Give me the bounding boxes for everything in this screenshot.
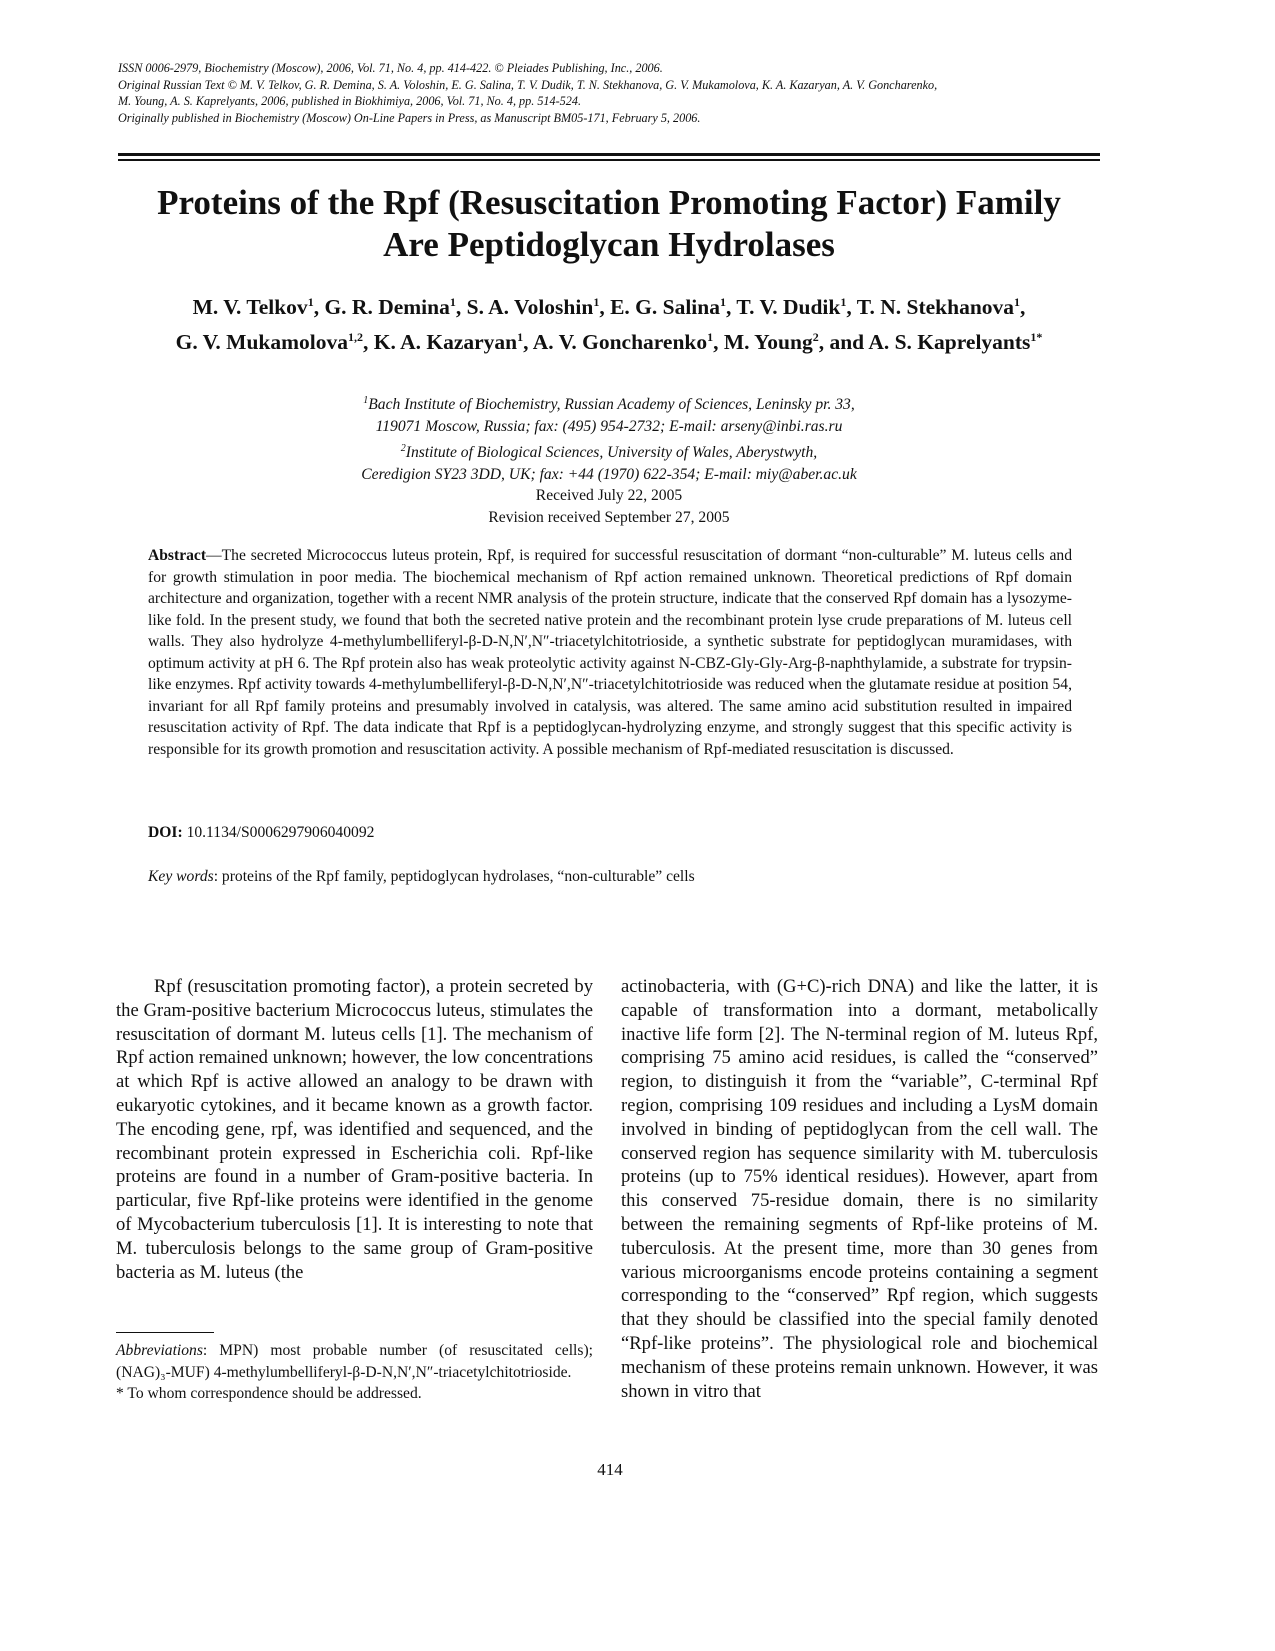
author: M. V. Telkov$^1$: [192, 295, 314, 320]
author: T. N. Stekhanova$^1$: [856, 295, 1021, 320]
affiliation-line: $^1$Bach Institute of Biochemistry, Russian Academy of Sciences, Leninsky pr. 33,: [363, 395, 855, 414]
header-line: ISSN 0006-2979, Biochemistry (Moscow), 2006, Vol. 71, No. 4, pp. 414-422. © Pleiades Publishing, Inc., 2006.: [118, 61, 663, 75]
author: K. A. Kazaryan$^1$: [373, 330, 524, 355]
page-number: 414: [597, 1460, 623, 1479]
title-line: Proteins of the Rpf (Resuscitation Promoting Factor) Family: [157, 183, 1061, 222]
affiliation-line: $^2$Institute of Biological Sciences, University of Wales, Aberystwyth,: [400, 443, 818, 462]
author-line: M. V. Telkov$^1$, G. R. Demina$^1$, S. A. Voloshin$^1$, E. G. Salina$^1$, T. V. Dudik$^1$, T. N. Stekhanova$^1$,: [192, 295, 1026, 320]
keywords: [148, 868, 695, 886]
body-column-left: Rpf (resuscitation promoting factor), a protein secreted by the Gram-positive bacterium Micrococcus luteus, stimulates the resuscitation of dormant M. luteus cells [1]. The mechanism of Rpf action remained unknown; however, the low concentrations at which Rpf is active allowed an analogy to be drawn with eukaryotic cytokines, and it became known as a growth factor. The encoding gene, rpf, was identified and sequenced, and the recombinant protein expressed in Escherichia coli. Rpf-like proteins are found in a number of Gram-positive bacteria. In particular, five Rpf-like proteins were identified in the genome of Mycobacterium tuberculosis [1]. It is interesting to note that M. tuberculosis belongs to the same group of Gram-positive bacteria as M. luteus (the: [116, 976, 593, 1283]
author: A. S. Kaprelyants$^{1*}$: [868, 330, 1043, 355]
journal-header: [118, 60, 1118, 126]
author: S. A. Voloshin$^1$: [466, 295, 600, 320]
keywords-label: Key words: [148, 868, 214, 885]
correspondence-footnote: * To whom correspondence should be addressed.: [116, 1385, 422, 1402]
affiliation-line: 119071 Moscow, Russia; fax: (495) 954-2732; E-mail: arseny@inbi.ras.ru: [375, 418, 843, 436]
author-list: [118, 287, 1100, 357]
footnote-rule: [116, 1332, 214, 1333]
abstract-label: Abstract: [148, 547, 207, 564]
abbreviations-label: Abbreviations: [116, 1342, 203, 1359]
doi: [148, 824, 374, 842]
author: M. Young$^2$: [723, 330, 819, 355]
header-rule-thin: [118, 159, 1100, 161]
authors-conjunction: and: [829, 330, 865, 355]
paper-title: [118, 182, 1100, 266]
header-line: Originally published in Biochemistry (Moscow) On-Line Papers in Press, as Manuscript BM05-171, February 5, 2006.: [118, 110, 701, 125]
body-column-right: actinobacteria, with (G+C)-rich DNA) and like the latter, it is capable of transformation into a dormant, metabolically inactive life form [2]. The N-terminal region of M. luteus Rpf, comprising 75 amino acid residues, is called the “conserved” region, to distinguish it from the “variable”, C-terminal Rpf region, comprising 109 residues and including a LysM domain involved in binding of peptidoglycan from the cell wall. The conserved region has sequence similarity with M. tuberculosis proteins (up to 75% identical residues). However, apart from this conserved 75-residue domain, there is no similarity between the remaining segments of Rpf-like proteins of M. tuberculosis. At the present time, more than 30 genes from various microorganisms encode proteins containing a segment corresponding to the “conserved” Rpf region, which suggests that they should be classified into the special family denoted “Rpf-like proteins”. The physiological role and biochemical mechanism of these proteins remain unknown. However, it was shown in vitro that: [621, 976, 1098, 1402]
author: T. V. Dudik$^1$: [736, 295, 847, 320]
author: G. R. Demina$^1$: [324, 295, 456, 320]
author: G. V. Mukamolova$^{1,2}$: [175, 330, 364, 355]
header-rule: [118, 153, 1100, 156]
footnotes: [116, 1340, 593, 1405]
abstract-text: —The secreted Micrococcus luteus protein, Rpf, is required for successful resuscitation of dormant “non-culturable” M. luteus cells and for growth stimulation in poor media. The biochemical mechanism of Rpf action remained unknown. Theoretical predictions of Rpf domain architecture and organization, together with a recent NMR analysis of the protein structure, indicate that the conserved Rpf domain has a lysozyme-like fold. In the present study, we found that both the secreted native protein and the recombinant protein lyse crude preparations of M. luteus cell walls. They also hydrolyze 4-methylumbelliferyl-β-D-N,N′,N″-triacetylchitotrioside, a synthetic substrate for peptidoglycan muramidases, with optimum activity at pH 6. The Rpf protein also has weak proteolytic activity against N-CBZ-Gly-Gly-Arg-β-naphthylamide, a substrate for trypsin-like enzymes. Rpf activity towards 4-methylumbelliferyl-β-D-N,N′,N″-triacetylchitotrioside was reduced when the glutamate residue at position 54, invariant for all Rpf family proteins and presumably involved in catalysis, was altered. The same amino acid substitution resulted in impaired resuscitation activity of Rpf. The data indicate that Rpf is a peptidoglycan-hydrolyzing enzyme, and strongly suggest that this specific activity is responsible for its growth promotion and resuscitation activity. A possible mechanism of Rpf-mediated resuscitation is discussed.: [148, 547, 1072, 758]
affiliation-line: Ceredigion SY23 3DD, UK; fax: +44 (1970) 622-354; E-mail: miy@aber.ac.uk: [361, 466, 857, 484]
abstract: [148, 545, 1072, 760]
header-line: Original Russian Text © M. V. Telkov, G. R. Demina, S. A. Voloshin, E. G. Salina, T. V. Dudik, T. N. Stekhanova, G. V. Mukamolova, K. A. Kazaryan, A. V. Goncharenko,: [118, 77, 938, 92]
received-dates: [118, 485, 1100, 529]
author: A. V. Goncharenko$^1$: [532, 330, 714, 355]
author-line: G. V. Mukamolova$^{1,2}$, K. A. Kazaryan$^1$, A. V. Goncharenko$^1$, M. Young$^2$, and A. S. Kaprelyants$^{1*}$: [175, 330, 1043, 355]
author: E. G. Salina$^1$: [610, 295, 726, 320]
header-line: M. Young, A. S. Kaprelyants, 2006, published in Biokhimiya, 2006, Vol. 71, No. 4, pp. 514-524.: [118, 94, 582, 109]
received-date: Received July 22, 2005: [535, 487, 683, 504]
doi-label: DOI:: [148, 824, 183, 841]
title-line: Are Peptidoglycan Hydrolases: [383, 225, 835, 264]
affiliations: [118, 390, 1100, 486]
doi-value[interactable]: 10.1134/S0006297906040092: [186, 824, 375, 841]
keywords-value: : proteins of the Rpf family, peptidoglycan hydrolases, “non-culturable” cells: [213, 868, 695, 885]
revision-date: Revision received September 27, 2005: [488, 509, 730, 526]
abbreviations-footnote: Abbreviations: MPN) most probable number (of resuscitated cells); (NAG)₃-MUF) 4-methylumbelliferyl-β-D-N,N′,N″-triacetylchitotrioside.: [116, 1342, 593, 1381]
